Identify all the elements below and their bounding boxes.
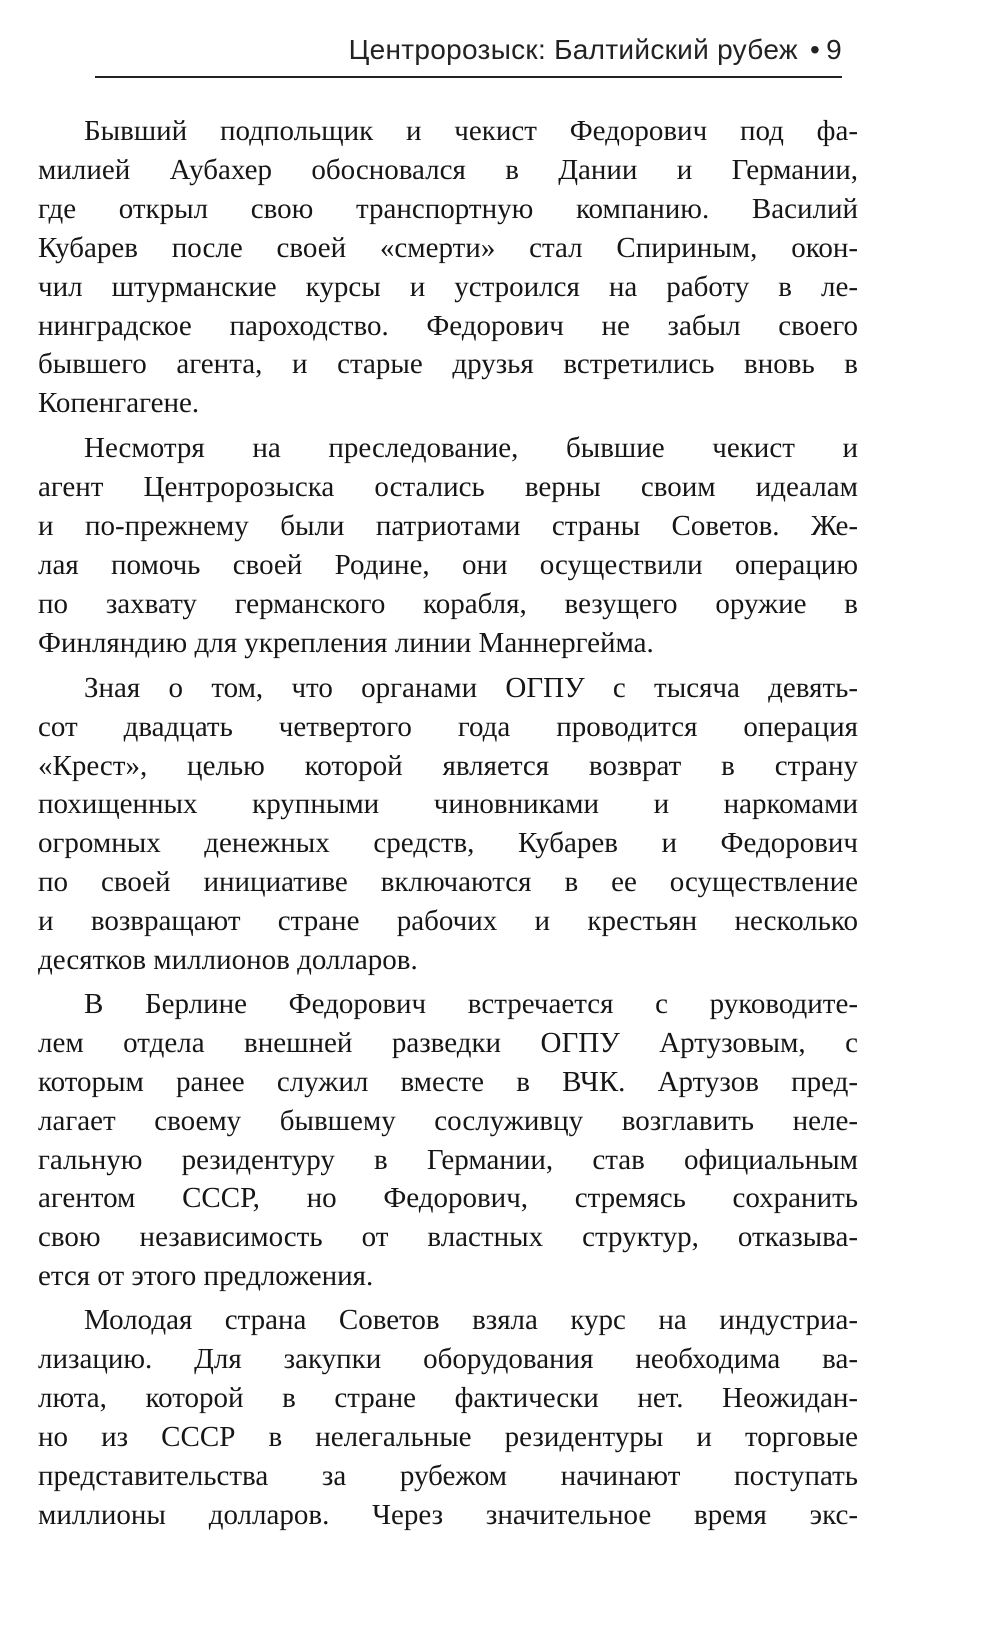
text-line: лагает своему бывшему сослуживцу возглавить неле-: [38, 1104, 858, 1137]
text-line: которым ранее служил вместе в ВЧК. Артузов пред-: [38, 1065, 858, 1098]
text-line: но из СССР в нелегальные резидентуры и торговые: [38, 1420, 858, 1453]
text-line: лая помочь своей Родине, они осуществили операцию: [38, 548, 858, 581]
paragraph: [38, 985, 858, 1296]
header-bullet: •: [810, 34, 821, 65]
text-line: бывшего агента, и старые друзья встретились вновь в: [38, 348, 858, 381]
text-line: Кубарев после своей «смерти» стал Спириным, окон-: [38, 231, 858, 264]
text-line: миллионы долларов. Через значительное время экс-: [38, 1498, 858, 1531]
text-line: Молодая страна Советов взяла курс на индустриа-: [84, 1304, 858, 1337]
text-line: Бывший подпольщик и чекист Федорович под фа-: [84, 115, 858, 147]
text-line: представительства за рубежом начинают поступать: [38, 1459, 858, 1492]
paragraph: [38, 669, 858, 980]
text-line: Финляндию для укрепления линии Маннергейма.: [38, 626, 654, 659]
text-line: ется от этого предложения.: [38, 1260, 374, 1293]
page-number: 9: [826, 34, 842, 65]
paragraph: [38, 112, 858, 423]
text-line: похищенных крупными чиновниками и наркомами: [38, 788, 858, 821]
text-line: агентом СССР, но Федорович, стремясь сохранить: [38, 1182, 858, 1215]
text-line: и по-прежнему были патриотами страны Советов. Же-: [38, 510, 858, 543]
paragraph: [38, 1301, 858, 1534]
text-line: свою независимость от властных структур, отказыва-: [38, 1221, 858, 1254]
text-line: нинградское пароходство. Федорович не забыл своего: [38, 309, 858, 342]
text-line: гальную резидентуру в Германии, став официальным: [38, 1143, 858, 1176]
header-rule: [95, 76, 842, 78]
text-line: чил штурманские курсы и устроился на работу в ле-: [38, 270, 858, 303]
text-line: агент Центророзыска остались верны своим идеалам: [38, 471, 858, 504]
text-line: по своей инициативе включаются в ее осуществление: [38, 866, 858, 899]
text-line: по захвату германского корабля, везущего оружие в: [38, 587, 858, 620]
text-line: огромных денежных средств, Кубарев и Федорович: [38, 827, 858, 860]
text-line: люта, которой в стране фактически нет. Неожидан-: [38, 1382, 858, 1414]
body-text: [38, 112, 858, 1541]
text-line: десятков миллионов долларов.: [38, 944, 418, 977]
paragraph: [38, 429, 858, 662]
running-header: [95, 30, 842, 70]
text-line: В Берлине Федорович встречается с руководите-: [84, 987, 858, 1020]
text-line: и возвращают стране рабочих и крестьян несколько: [38, 905, 858, 938]
text-line: сот двадцать четвертого года проводится операция: [38, 710, 858, 743]
text-line: милией Аубахер обосновался в Дании и Германии,: [38, 153, 858, 186]
text-line: Несмотря на преследование, бывшие чекист и: [84, 432, 858, 465]
text-line: Копенгагене.: [38, 387, 200, 420]
text-line: «Крест», целью которой является возврат в страну: [38, 749, 858, 782]
text-line: лизацию. Для закупки оборудования необходима ва-: [38, 1343, 858, 1376]
running-header-title: Центророзыск: Балтийский рубеж: [348, 34, 798, 65]
text-line: Зная о том, что органами ОГПУ с тысяча девять-: [84, 671, 858, 704]
text-line: где открыл свою транспортную компанию. Василий: [38, 192, 858, 225]
text-line: лем отдела внешней разведки ОГПУ Артузовым, с: [38, 1026, 858, 1059]
